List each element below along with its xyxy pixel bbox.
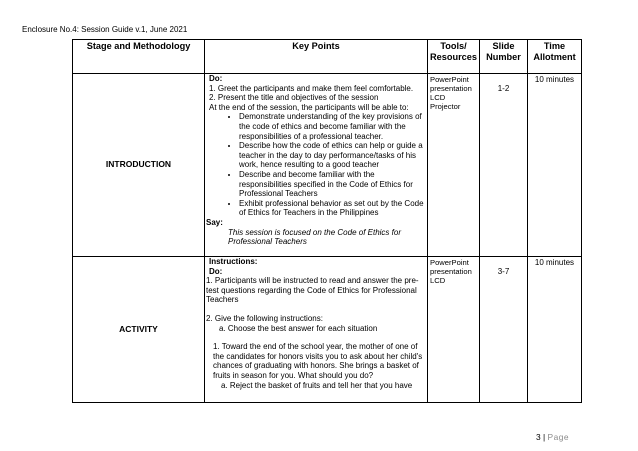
- table-row: [73, 74, 582, 257]
- situation-question: [206, 342, 425, 380]
- header-time: Time Allotment: [528, 40, 582, 74]
- activity-item-1: 1. Participants will be instructed to read and answer the pre-test questions regarding the Code of Ethics for Professional Teachers: [206, 276, 419, 305]
- do-label: Do:: [209, 266, 223, 276]
- objectives-intro: At the end of the session, the participants will be able to:: [209, 102, 409, 112]
- page-footer: [536, 432, 569, 442]
- say-text: This session is focused on the Code of Ethics for Professional Teachers: [228, 227, 401, 247]
- objectives-list: [206, 112, 425, 218]
- document-header: Enclosure No.4: Session Guide v.1, June 2021: [22, 25, 188, 34]
- tools-introduction: [428, 74, 480, 257]
- header-slide: Slide Number: [480, 40, 528, 74]
- key-points-introduction: [205, 74, 428, 257]
- tool-item: PowerPoint presentation: [430, 75, 472, 93]
- tool-item: PowerPoint presentation: [430, 258, 472, 276]
- say-label: Say:: [206, 217, 223, 227]
- page-number: 3: [536, 432, 541, 442]
- slide-introduction: 1-2: [480, 74, 528, 257]
- activity-item-2a: a. Choose the best answer for each situation: [219, 323, 378, 333]
- activity-item-2: 2. Give the following instructions:: [206, 313, 323, 323]
- table-row: [73, 257, 582, 403]
- question-text: 1. Toward the end of the school year, the mother of one of the candidates for honors visits you to ask about her child's chances of graduating with honors. She brings a basket of fruits in season for you. What should you do?: [213, 342, 423, 380]
- answer-option: a. Reject the basket of fruits and tell her that you have: [221, 380, 413, 390]
- stage-introduction: INTRODUCTION: [73, 74, 205, 257]
- do-label: Do:: [209, 74, 223, 83]
- page-word: Page: [547, 432, 570, 442]
- table-header-row: [73, 40, 582, 74]
- header-stage: Stage and Methodology: [73, 40, 205, 74]
- header-tools: Tools/ Resources: [428, 40, 480, 74]
- list-item: • Describe and become familiar with the responsibilities specified in the Code of Ethics for Professional Teachers: [239, 170, 425, 199]
- session-guide-table: [72, 39, 582, 403]
- header-key-points: Key Points: [205, 40, 428, 74]
- list-item: • Describe how the code of ethics can help or guide a teacher in the day to day performance/tasks of his work, hence resulting to a good teacher: [239, 141, 425, 170]
- tool-item: LCD: [430, 93, 446, 102]
- time-introduction: 10 minutes: [528, 74, 582, 257]
- stage-activity: ACTIVITY: [73, 257, 205, 403]
- page-separator: |: [540, 432, 548, 442]
- tool-item: Projector: [430, 102, 461, 111]
- tool-item: LCD: [430, 276, 446, 285]
- key-points-activity: [205, 257, 428, 403]
- instructions-label: Instructions:: [209, 257, 258, 266]
- slide-activity: 3-7: [480, 257, 528, 403]
- list-item: • Exhibit professional behavior as set out by the Code of Ethics for Teachers in the Philippines: [239, 199, 425, 218]
- numbered-item: 1. Greet the participants and make them feel comfortable.: [209, 83, 414, 93]
- tools-activity: [428, 257, 480, 403]
- numbered-item: 2. Present the title and objectives of the session: [209, 93, 379, 103]
- time-activity: 10 minutes: [528, 257, 582, 403]
- list-item: • Demonstrate understanding of the key provisions of the code of ethics and become familiar with the responsibilities of a professional teacher.: [239, 112, 425, 141]
